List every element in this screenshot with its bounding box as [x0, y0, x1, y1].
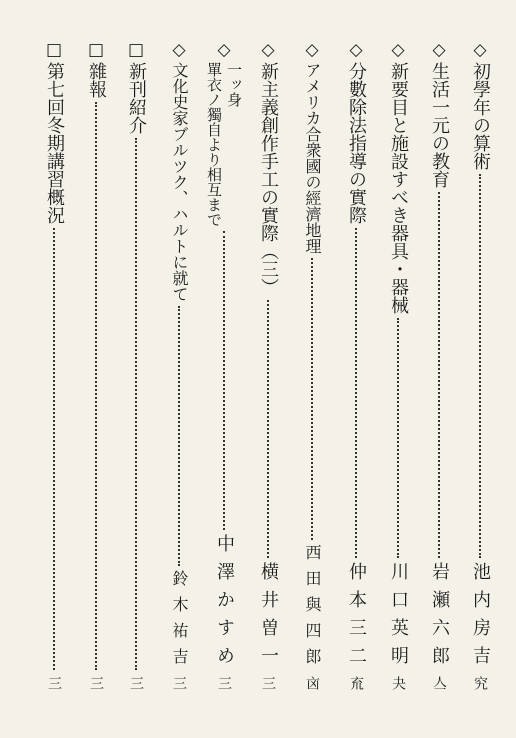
toc-entry-page: 三 — [128, 676, 144, 690]
toc-entry — [384, 40, 412, 690]
toc-entry-title-line1: 一ッ身 — [225, 62, 243, 107]
square-marker-icon: □ — [86, 40, 106, 60]
toc-entry-author: 池内房吉 — [470, 562, 491, 674]
toc-entry-author: 岩瀬六郎 — [429, 562, 450, 674]
dot-leader — [223, 231, 225, 530]
diamond-marker-icon: ◇ — [214, 40, 234, 60]
toc-entry-page: 亼 — [431, 676, 447, 690]
toc-entry-title: 初學年の算術 — [470, 62, 491, 170]
toc-entry-page: 究 — [472, 676, 488, 690]
toc-entry-title: 新刊紹介 — [126, 62, 147, 134]
toc-entry — [200, 40, 248, 690]
toc-entry — [122, 40, 150, 690]
toc-entry-title: 第七回冬期講習概況 — [44, 62, 65, 224]
toc-entry-author: 仲本三二 — [346, 562, 367, 674]
diamond-marker-icon: ◇ — [429, 40, 449, 60]
toc-entry-page: 三 — [216, 676, 232, 690]
toc-entry-page: 三 — [171, 676, 187, 690]
square-marker-icon: □ — [44, 40, 64, 60]
dot-leader — [311, 258, 313, 540]
dot-leader — [397, 318, 399, 558]
dot-leader — [267, 300, 269, 558]
toc-entry-author: 西田與四郎 — [303, 544, 322, 674]
diamond-marker-icon: ◇ — [258, 40, 278, 60]
toc-entry — [82, 40, 110, 690]
toc-entry-title: 新要目と施設すべき器具・器械 — [388, 62, 409, 314]
toc-entry-title — [204, 62, 244, 227]
diamond-marker-icon: ◇ — [169, 40, 189, 60]
toc-entry — [425, 40, 453, 690]
diamond-marker-icon: ◇ — [346, 40, 366, 60]
diamond-marker-icon: ◇ — [388, 40, 408, 60]
toc-entry — [298, 40, 326, 690]
square-marker-icon: □ — [126, 40, 146, 60]
toc-entry — [466, 40, 494, 690]
toc-entry-author: 鈴木祐吉 — [170, 570, 189, 674]
dot-leader — [53, 228, 55, 670]
toc-entry — [165, 40, 193, 690]
toc-entry-author: 中澤かすめ — [214, 534, 235, 674]
toc-entry-title: 雜報 — [86, 62, 107, 98]
dot-leader — [355, 228, 357, 558]
toc-entry-page: 三 — [260, 676, 276, 690]
toc-entry-page: 三 — [46, 676, 62, 690]
toc-entry-page: 夬 — [390, 676, 406, 690]
toc-entry-title: 生活一元の教育 — [429, 62, 450, 188]
dot-leader — [135, 138, 137, 670]
toc-entry-title: 分數除法指導の實際 — [346, 62, 367, 224]
toc-entry-title: 文化史家ブルツク、ハルトに就て — [170, 62, 189, 302]
toc-entry — [342, 40, 370, 690]
toc-entry — [40, 40, 68, 690]
toc-entry-author: 横井曽一 — [258, 562, 279, 674]
diamond-marker-icon: ◇ — [302, 40, 322, 60]
toc-entry — [254, 40, 282, 690]
toc-entry-page: 㐬 — [348, 676, 364, 690]
toc-entry-title: アメリカ合衆國の經濟地理 — [303, 62, 322, 254]
toc-entry-page: 㐫 — [304, 676, 320, 690]
toc-entry-author: 川口英明 — [388, 562, 409, 674]
diamond-marker-icon: ◇ — [470, 40, 490, 60]
dot-leader — [95, 102, 97, 670]
dot-leader — [438, 192, 440, 558]
dot-leader — [178, 306, 180, 566]
toc-entry-page: 三 — [88, 676, 104, 690]
toc-entry-title-line2: 單衣ノ獨自より相互まで — [205, 62, 223, 227]
dot-leader — [479, 174, 481, 558]
toc-entry-title: 新主義創作手工の實際（三） — [258, 62, 279, 296]
